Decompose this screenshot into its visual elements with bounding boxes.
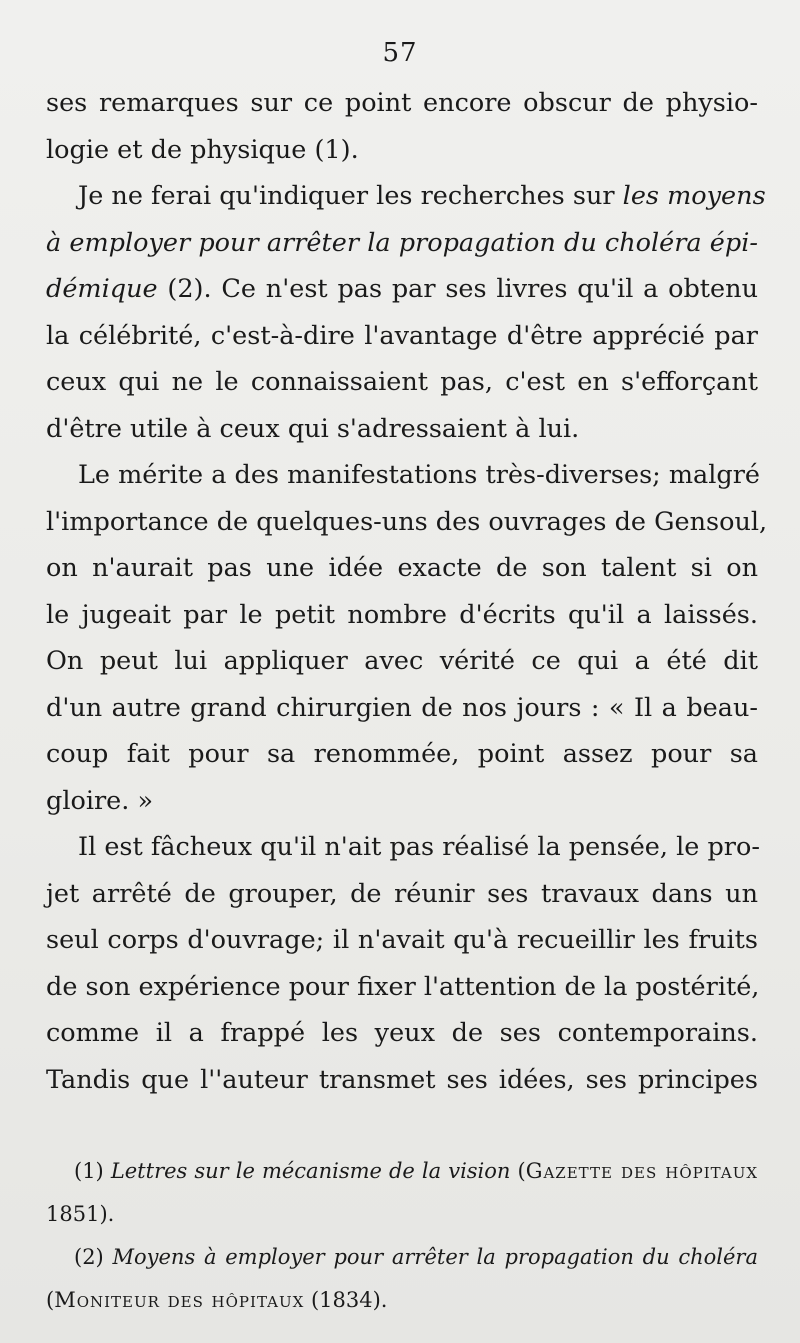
- text-line: [46, 1057, 758, 1104]
- line-text: le jugeait par le petit nombre d'écrits qu'il a laissés.: [46, 599, 758, 630]
- text-line: [46, 964, 758, 1011]
- text-line: [46, 499, 768, 546]
- text-line: [46, 917, 758, 964]
- text-line: [46, 545, 758, 592]
- footnote-line: [46, 1236, 758, 1279]
- text-line: [46, 127, 758, 174]
- line-text: la célébrité, c'est-à-dire l'avantage d'être apprécié par: [46, 320, 758, 351]
- line-text: seul corps d'ouvrage; il n'avait qu'à recueillir les fruits: [46, 925, 758, 955]
- line-text: on n'aurait pas une idée exacte de son talent si on: [46, 553, 758, 583]
- footnote-line: [46, 1193, 758, 1236]
- text-line: [46, 731, 758, 778]
- line-italic-text: les moyens: [622, 181, 766, 211]
- footnote-line: [46, 1150, 758, 1193]
- line-text: gloire. »: [46, 785, 154, 816]
- line-text: On peut lui appliquer avec vérité ce qui a été dit: [46, 646, 758, 676]
- footnote-text: (: [510, 1159, 526, 1183]
- text-line: [46, 173, 766, 220]
- text-line: [46, 313, 758, 360]
- text-line: [46, 685, 758, 732]
- footnote-text: (1): [74, 1159, 111, 1183]
- footnote-text: (2): [74, 1245, 113, 1269]
- text-line: [46, 871, 758, 918]
- line-text: logie et de physique (1).: [46, 134, 359, 165]
- line-text: l'importance de quelques-uns des ouvrages de Gensoul,: [46, 506, 768, 537]
- text-line: [46, 266, 758, 313]
- line-italic-text: à employer pour arrêter la propagation du choléra épi-: [46, 227, 758, 258]
- line-text: Tandis que l''auteur transmet ses idées, ses principes: [46, 1064, 758, 1095]
- text-line: [46, 220, 758, 267]
- text-line: [46, 638, 758, 685]
- footnote-smallcaps-text: Moniteur des hôpitaux: [54, 1288, 305, 1312]
- footnote-text: 1851).: [46, 1202, 115, 1226]
- body-text: [46, 80, 768, 1103]
- text-line: [46, 452, 761, 499]
- footnote-italic-text: Moyens à employer pour arrêter la propagation du choléra: [112, 1245, 758, 1269]
- text-line: [46, 592, 758, 639]
- text-line: [46, 359, 758, 406]
- line-text: Je ne ferai qu'indiquer les recherches sur: [78, 181, 623, 211]
- footnote-text: (: [46, 1288, 55, 1312]
- text-line: [46, 778, 758, 825]
- footnote-line: [46, 1279, 758, 1322]
- line-text: jet arrêté de grouper, de réunir ses travaux dans un: [46, 878, 758, 909]
- line-text: comme il a frappé les yeux de ses contemporains.: [46, 1018, 758, 1048]
- text-line: [46, 824, 758, 871]
- line-text: d'être utile à ceux qui s'adressaient à lui.: [46, 413, 580, 444]
- footnotes: [46, 1150, 758, 1322]
- text-line: [46, 80, 758, 127]
- footnote-smallcaps-text: Gazette des hôpitaux: [525, 1159, 759, 1183]
- page-number: 57: [382, 38, 418, 68]
- line-text: d'un autre grand chirurgien de nos jours : « Il a beau-: [46, 692, 758, 723]
- line-text: Il est fâcheux qu'il n'ait pas réalisé la pensée, le pro-: [78, 832, 760, 862]
- footnote-italic-text: Lettres sur le mécanisme de la vision: [110, 1159, 511, 1183]
- footnote-text: (1834).: [304, 1288, 388, 1312]
- line-text: de son expérience pour fixer l'attention de la postérité,: [46, 971, 760, 1002]
- line-text: Le mérite a des manifestations très-diverses; malgré: [78, 460, 761, 490]
- line-text: (2). Ce n'est pas par ses livres qu'il a obtenu: [157, 274, 758, 304]
- line-text: ses remarques sur ce point encore obscur de physio-: [46, 88, 758, 118]
- text-line: [46, 406, 758, 453]
- line-text: ceux qui ne le connaissaient pas, c'est en s'efforçant: [46, 367, 758, 397]
- text-line: [46, 1010, 758, 1057]
- line-text: coup fait pour sa renommée, point assez pour sa: [46, 739, 758, 769]
- line-italic-text: démique: [46, 274, 158, 304]
